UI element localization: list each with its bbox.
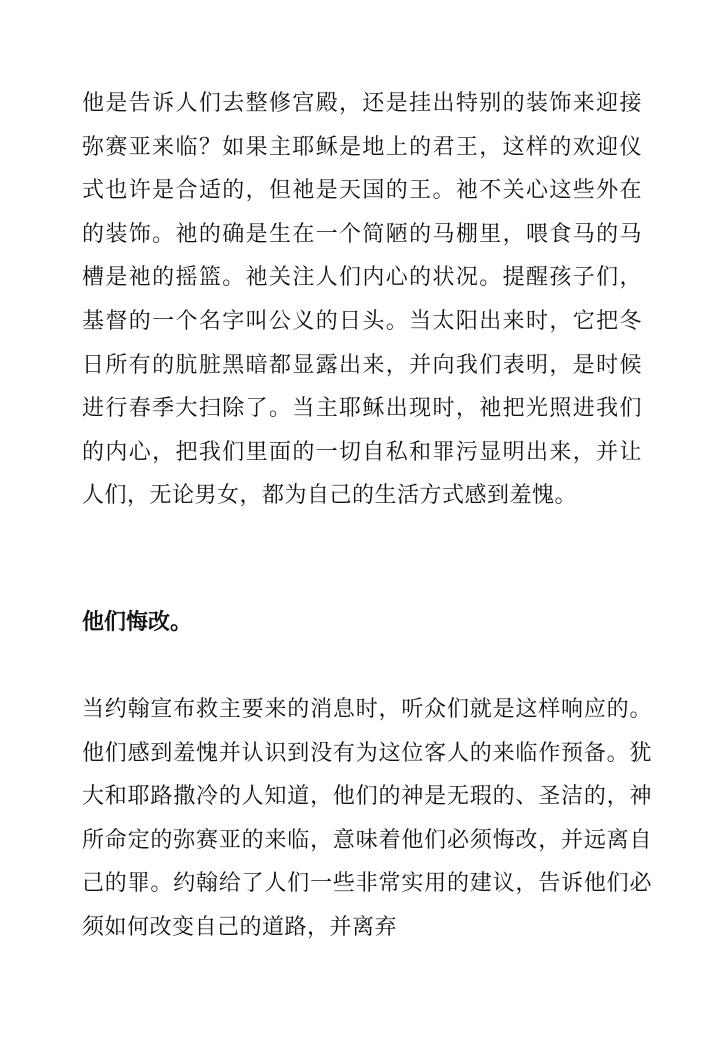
body-paragraph-1: 他是告诉人们去整修宫殿，还是挂出特别的装饰来迎接弥赛亚来临？如果主耶稣是地上的君王，这样的欢迎仪式也许是合适的，但祂是天国的王。祂不关心这些外在的装饰。祂的确是生在一个简陋的马棚里，喂食马的马槽是祂的摇篮。祂关注人们内心的状况。提醒孩子们，基督的一个名字叫公义的日头。当太阳出来时，它把冬日所有的肮脏黑暗都显露出来，并向我们表明，是时候进行春季大扫除了。当主耶稣出现时，祂把光照进我们的内心，把我们里面的一切自私和罪污显明出来，并让人们，无论男女，都为自己的生活方式感到羞愧。 <box>82 91 642 509</box>
body-paragraph-2: 当约翰宣布救主要来的消息时，听众们就是这样响应的。他们感到羞愧并认识到没有为这位客人的来临作预备。犹大和耶路撒冷的人知道，他们的神是无瑕的、圣洁的，神所命定的弥赛亚的来临，意味着他们必须悔改，并远离自己的罪。约翰给了人们一些非常实用的建议，告诉他们必须如何改变自己的道路，并离弃 <box>82 697 652 940</box>
section-heading: 他们悔改。 <box>82 610 193 635</box>
